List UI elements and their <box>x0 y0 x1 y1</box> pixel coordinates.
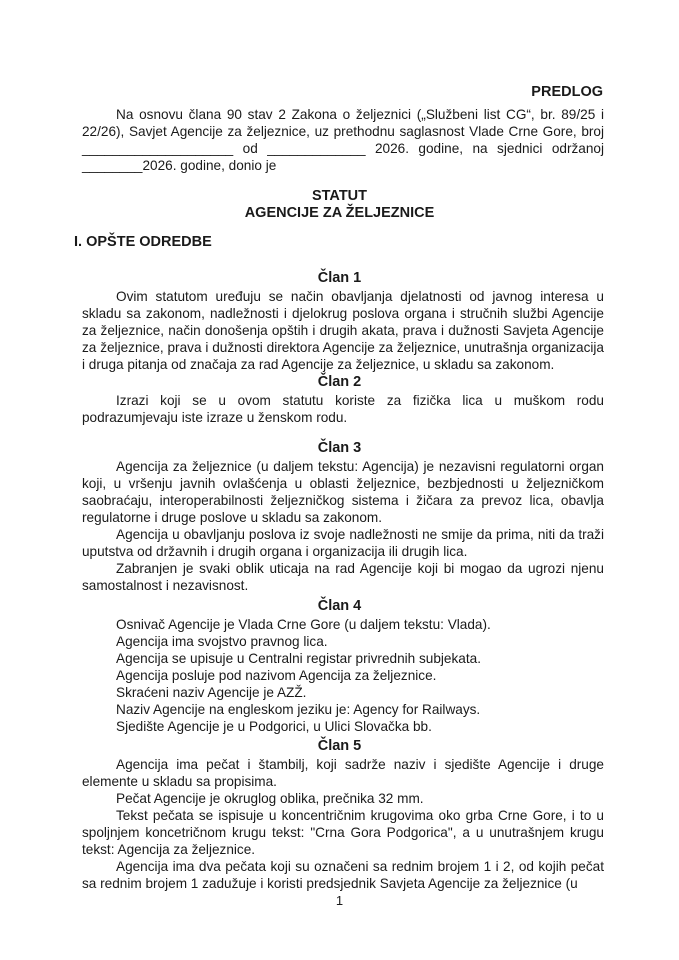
article-4-line: Naziv Agencije na engleskom jeziku je: Agency for Railways. <box>116 702 481 717</box>
section-heading: I. OPŠTE ODREDBE <box>74 234 212 250</box>
article-3-paragraph-3: Zabranjen je svaki oblik uticaja na rad Agencije koji bi mogao da ugrozi njenu samostalnost i nezavisnost. <box>82 561 604 593</box>
article-4-line: Osnivač Agencije je Vlada Crne Gore (u daljem tekstu: Vlada). <box>116 617 491 632</box>
title-line-2: AGENCIJE ZA ŽELJEZNICE <box>244 205 435 221</box>
article-3-paragraph-1: Agencija za željeznice (u daljem tekstu: Agencija) je nezavisni regulatorni organ koji, u vršenju javnih ovlašćenja u oblasti željeznice, bezbjednosti u željezničkom saobraćaju, interoperabilnosti željezničkog sistema i žičara za prevoz lica, obavlja regulatorne i druge poslove u skladu sa zakonom. <box>82 459 604 525</box>
draft-label: PREDLOG <box>531 84 603 100</box>
article-2-heading: Član 2 <box>317 374 362 390</box>
article-1-paragraph: Ovim statutom uređuju se način obavljanja djelatnosti od javnog interesa u skladu sa zakonom, nadležnosti i djelokrug poslova organa i stručnih službi Agencije za željeznice, način donošenja opštih i drugih akata, prava i dužnosti Savjeta Agencije za željeznice, prava i dužnosti direktora Agencije za željeznice, unutrašnja organizacija i druga pitanja od značaja za rad Agencije za željeznice, u skladu sa zakonom. <box>82 289 604 372</box>
article-5-paragraph-1: Agencija ima pečat i štambilj, koji sadrže naziv i sjedište Agencije i druge elemente u skladu sa propisima. <box>82 757 604 789</box>
article-4-line: Sjedište Agencije je u Podgorici, u Ulici Slovačka bb. <box>116 719 432 734</box>
page-number: 1 <box>335 893 344 908</box>
preamble: Na osnovu člana 90 stav 2 Zakona o željeznici („Službeni list CG“, br. 89/25 i 22/26), Savjet Agencije za željeznice, uz prethodnu saglasnost Vlade Crne Gore, broj ____________________ od _____________ 2026. godine, na sjednici održanoj ________2026. godine, donio je <box>82 107 604 173</box>
document-title <box>0 188 679 222</box>
article-4-lines <box>116 616 491 735</box>
article-5-paragraph-4: Agencija ima dva pečata koji su označeni sa rednim brojem 1 i 2, od kojih pečat sa rednim brojem 1 zadužuje i koristi predsjednik Savjeta Agencije za željeznice (u <box>82 859 604 891</box>
article-5-heading: Član 5 <box>317 738 362 754</box>
article-3-paragraph-2: Agencija u obavljanju poslova iz svoje nadležnosti ne smije da prima, niti da traži uputstva od državnih i drugih organa i organizacija ili drugih lica. <box>82 527 604 559</box>
article-5-paragraph-3: Tekst pečata se ispisuje u koncentričnim krugovima oko grba Crne Gore, i to u spoljnjem koncetričnom krugu tekst: "Crna Gora Podgorica", a u unutrašnjem krugu tekst: Agencija za željeznice. <box>82 808 604 857</box>
article-5-paragraph-2: Pečat Agencije je okruglog oblika, prečnika 32 mm. <box>116 791 424 806</box>
article-2-paragraph: Izrazi koji se u ovom statutu koriste za fizička lica u muškom rodu podrazumjevaju iste izraze u ženskom rodu. <box>82 393 604 425</box>
article-4-heading: Član 4 <box>317 598 362 614</box>
article-4-line: Skraćeni naziv Agencije je AZŽ. <box>116 685 307 700</box>
article-4-line: Agencija posluje pod nazivom Agencija za željeznice. <box>116 668 437 683</box>
title-line-1: STATUT <box>311 188 368 204</box>
article-3-heading: Član 3 <box>317 440 362 456</box>
article-4-line: Agencija ima svojstvo pravnog lica. <box>116 634 328 649</box>
article-1-heading: Član 1 <box>317 270 362 286</box>
article-4-line: Agencija se upisuje u Centralni registar privrednih subjekata. <box>116 651 481 666</box>
